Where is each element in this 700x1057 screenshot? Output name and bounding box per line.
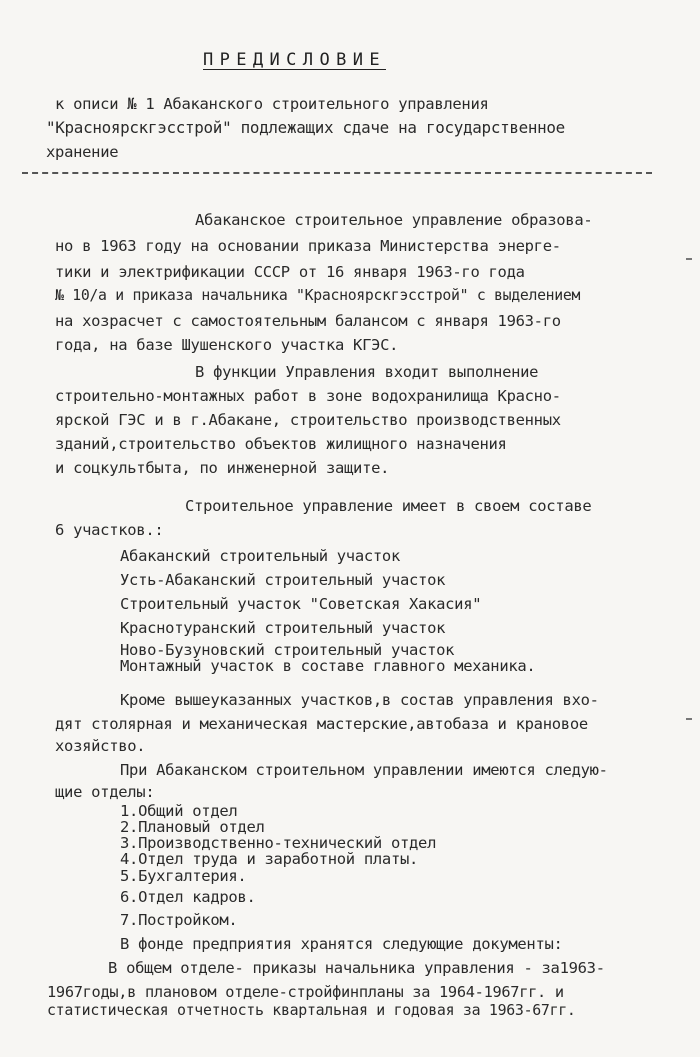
- subtitle-line: хранение: [46, 143, 119, 161]
- paragraph-line: Абаканское строительное управление образова-: [195, 211, 593, 229]
- paragraph-line: ярской ГЭС и в г.Абакане, строительство производственных: [55, 411, 561, 429]
- margin-mark: [686, 718, 692, 720]
- subtitle-line: "Красноярскгэсстрой" подлежащих сдаче на государственное: [46, 118, 565, 137]
- paragraph-line: хозяйство.: [55, 737, 146, 755]
- paragraph-line: и соцкультбыта, по инженерной защите.: [55, 459, 390, 477]
- paragraph-line: № 10/а и приказа начальника "Красноярскгэсстрой" с выделением: [55, 287, 581, 304]
- paragraph-line: тики и электрификации СССР от 16 января 1963-го года: [55, 263, 525, 281]
- paragraph-line: щие отделы:: [55, 783, 155, 801]
- site-item: Краснотуранский строительный участок: [120, 619, 446, 637]
- page-title: ПРЕДИСЛОВИЕ: [203, 50, 386, 70]
- site-item: Абаканский строительный участок: [120, 547, 400, 565]
- paragraph-line: В функции Управления входит выполнение: [195, 363, 539, 381]
- paragraph-line: строительно-монтажных работ в зоне водохранилища Красно-: [55, 387, 561, 405]
- margin-mark: [686, 258, 692, 260]
- paragraph-line: статистическая отчетность квартальная и годовая за 1963-67гг.: [47, 1001, 576, 1019]
- paragraph-line: 6 участков.:: [55, 521, 164, 539]
- paragraph-line: года, на базе Шушенского участка КГЭС.: [55, 336, 399, 354]
- department-item: 2.Плановый отдел: [120, 818, 265, 836]
- site-item: Монтажный участок в составе главного механика.: [120, 657, 536, 675]
- department-item: 7.Постройком.: [120, 911, 238, 929]
- paragraph-line: но в 1963 году на основании приказа Министерства энерге-: [55, 237, 561, 255]
- subtitle-line: к описи № 1 Абаканского строительного управления: [55, 95, 489, 113]
- separator-line: [22, 172, 652, 174]
- paragraph-line: 1967годы,в плановом отделе-стройфинпланы за 1964-1967гг. и: [47, 983, 564, 1001]
- paragraph-line: При Абаканском строительном управлении имеются следую-: [120, 761, 608, 779]
- department-item: 3.Производственно-технический отдел: [120, 834, 437, 852]
- paragraph-line: зданий,строительство объектов жилищного назначения: [55, 435, 507, 453]
- site-item: Ново-Бузуновский строительный участок: [120, 641, 455, 659]
- paragraph-line: дят столярная и механическая мастерские,автобаза и крановое: [55, 715, 588, 733]
- paragraph-line: Кроме вышеуказанных участков,в состав управления вхо-: [120, 691, 599, 709]
- site-item: Строительный участок "Советская Хакасия": [120, 595, 482, 613]
- paragraph-line: на хозрасчет с самостоятельным балансом с января 1963-го: [55, 312, 561, 330]
- paragraph-line: Строительное управление имеет в своем составе: [185, 497, 592, 515]
- department-item: 1.Общий отдел: [120, 802, 238, 820]
- department-item: 4.Отдел труда и заработной платы.: [120, 850, 419, 868]
- department-item: 5.Бухгалтерия.: [120, 867, 247, 885]
- paragraph-line: В общем отделе- приказы начальника управления - за1963-: [108, 959, 605, 977]
- paragraph-line: В фонде предприятия хранятся следующие документы:: [120, 935, 563, 953]
- site-item: Усть-Абаканский строительный участок: [120, 571, 446, 589]
- department-item: 6.Отдел кадров.: [120, 888, 256, 906]
